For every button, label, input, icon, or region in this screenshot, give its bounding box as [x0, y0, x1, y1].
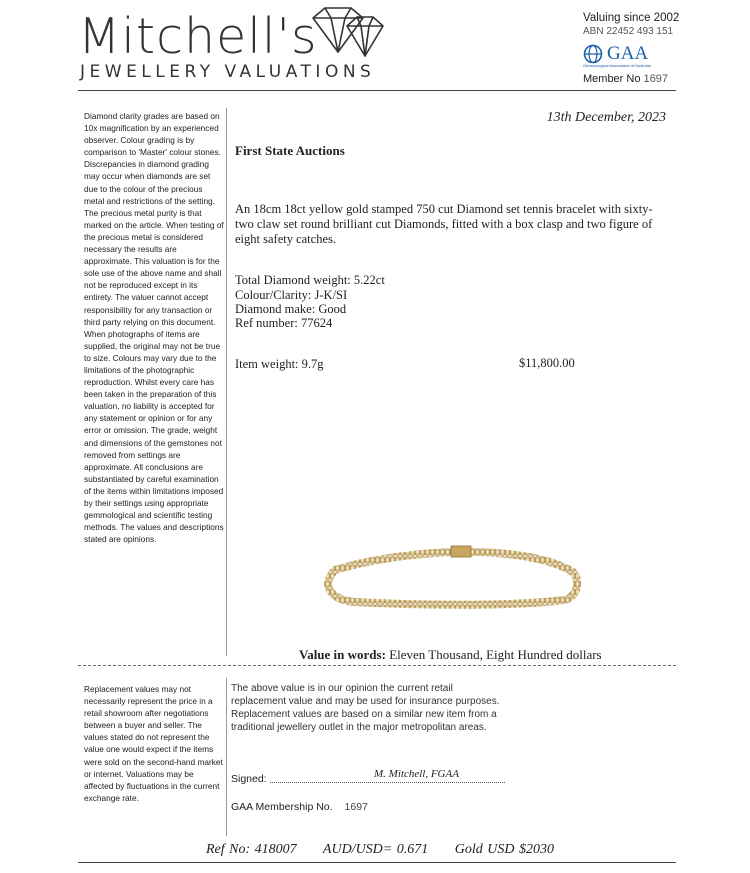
- signature-line: [270, 782, 505, 783]
- signed-label: Signed:: [231, 773, 267, 785]
- total-diamond-weight: Total Diamond weight: 5.22ct: [235, 273, 385, 287]
- value-words-label: Value in words:: [299, 647, 386, 662]
- footer: [206, 842, 576, 858]
- item-description: An 18cm 18ct yellow gold stamped 750 cut Diamond set tennis bracelet with sixty-two claw set round brilliant cut Diamonds, fitted with a box clasp and two figure of eight safety catches.: [235, 202, 653, 246]
- replacement-disclaimer: Replacement values may not necessarily represent the price in a retail showroom after negotiations between a buyer and seller. The values stated do not represent the value one would expect if the items were sold on the second-hand market or internet. Valuations may be affected by fluctuations in the current exchange rate.: [84, 684, 223, 803]
- value-words: Eleven Thousand, Eight Hundred dollars: [389, 647, 602, 662]
- item-weight: Item weight: 9.7g: [235, 357, 324, 371]
- member-no-value: 1697: [643, 73, 669, 85]
- diamond-make: Diamond make: Good: [235, 302, 347, 316]
- ref-number: Ref number: 77624: [235, 316, 333, 330]
- footer-exchange-rate: AUD/USD= 0.671: [322, 842, 429, 857]
- gaa-membership: [231, 801, 368, 813]
- gaa-globe-icon: [583, 44, 603, 64]
- signer-name: M. Mitchell, FGAA: [374, 768, 459, 780]
- valuation-statement: The above value is in our opinion the current retail replacement value and may be used for insurance purposes. Replacement values are based on a similar new item from a traditional jewellery outlet in the major metropolitan areas.: [231, 683, 500, 733]
- footer-gold-price: Gold USD $2030: [454, 842, 554, 857]
- valuation-date: 13th December, 2023: [546, 110, 666, 125]
- valuing-since: Valuing since 2002: [583, 12, 680, 24]
- footer-rule: [78, 862, 676, 863]
- gaa-logo: [583, 43, 648, 65]
- column-divider-bottom: [226, 678, 227, 836]
- brand-subtitle: JEWELLERY VALUATIONS: [80, 62, 376, 82]
- column-divider: [226, 108, 227, 656]
- member-number: [583, 73, 668, 85]
- bracelet-photo: [315, 540, 585, 615]
- section-divider: [78, 665, 676, 666]
- value-in-words: [299, 647, 602, 663]
- membership-label: GAA Membership No.: [231, 801, 333, 813]
- disclaimer-text: Diamond clarity grades are based on 10x magnification by an experienced observer. Colour grading is by comparison to 'Master' colour stones. Discrepancies in diamond grading may occur when diamonds are set due to the colour of the precious metal and restrictions of the setting. The precious metal purity is that marked on the article. When testing of the precious metal is considered necessary the results are approximate. This valuation is for the sole use of the above name and shall not be reproduced except in its entirety. The valuer cannot accept responsibility for any transaction or third party relying on this document. When photographs of items are supplied, the original may not be true to size. Colours may vary due to the limitations of the photographic reproduction. Whilst every care has been taken in the preparation of this valuation, no liability is accepted for any statement or opinion or for any error or omission. The grade, weight and dimensions of the gemstones not removed from settings are approximate. All conclusions are substantiated by careful examination of the items within limitations imposed by their settings using appropriate gemmological and scientific testing methods. The values and descriptions stated are opinions.: [84, 111, 224, 545]
- client-name: First State Auctions: [235, 143, 345, 158]
- membership-number: 1697: [344, 801, 368, 813]
- valuation-price: $11,800.00: [519, 356, 575, 370]
- brand-name: Mitchell's: [78, 8, 318, 65]
- gaa-tagline: Gemmological Association of Australia: [583, 63, 651, 68]
- colour-clarity: Colour/Clarity: J-K/SI: [235, 288, 348, 302]
- footer-ref-no: Ref No: 418007: [206, 842, 297, 857]
- gaa-logo-text: GAA: [607, 43, 649, 64]
- member-no-label: Member No: [583, 73, 641, 85]
- header-rule: [78, 90, 676, 91]
- abn: ABN 22452 493 151: [583, 26, 674, 37]
- diamond-logo-icon: [307, 4, 385, 60]
